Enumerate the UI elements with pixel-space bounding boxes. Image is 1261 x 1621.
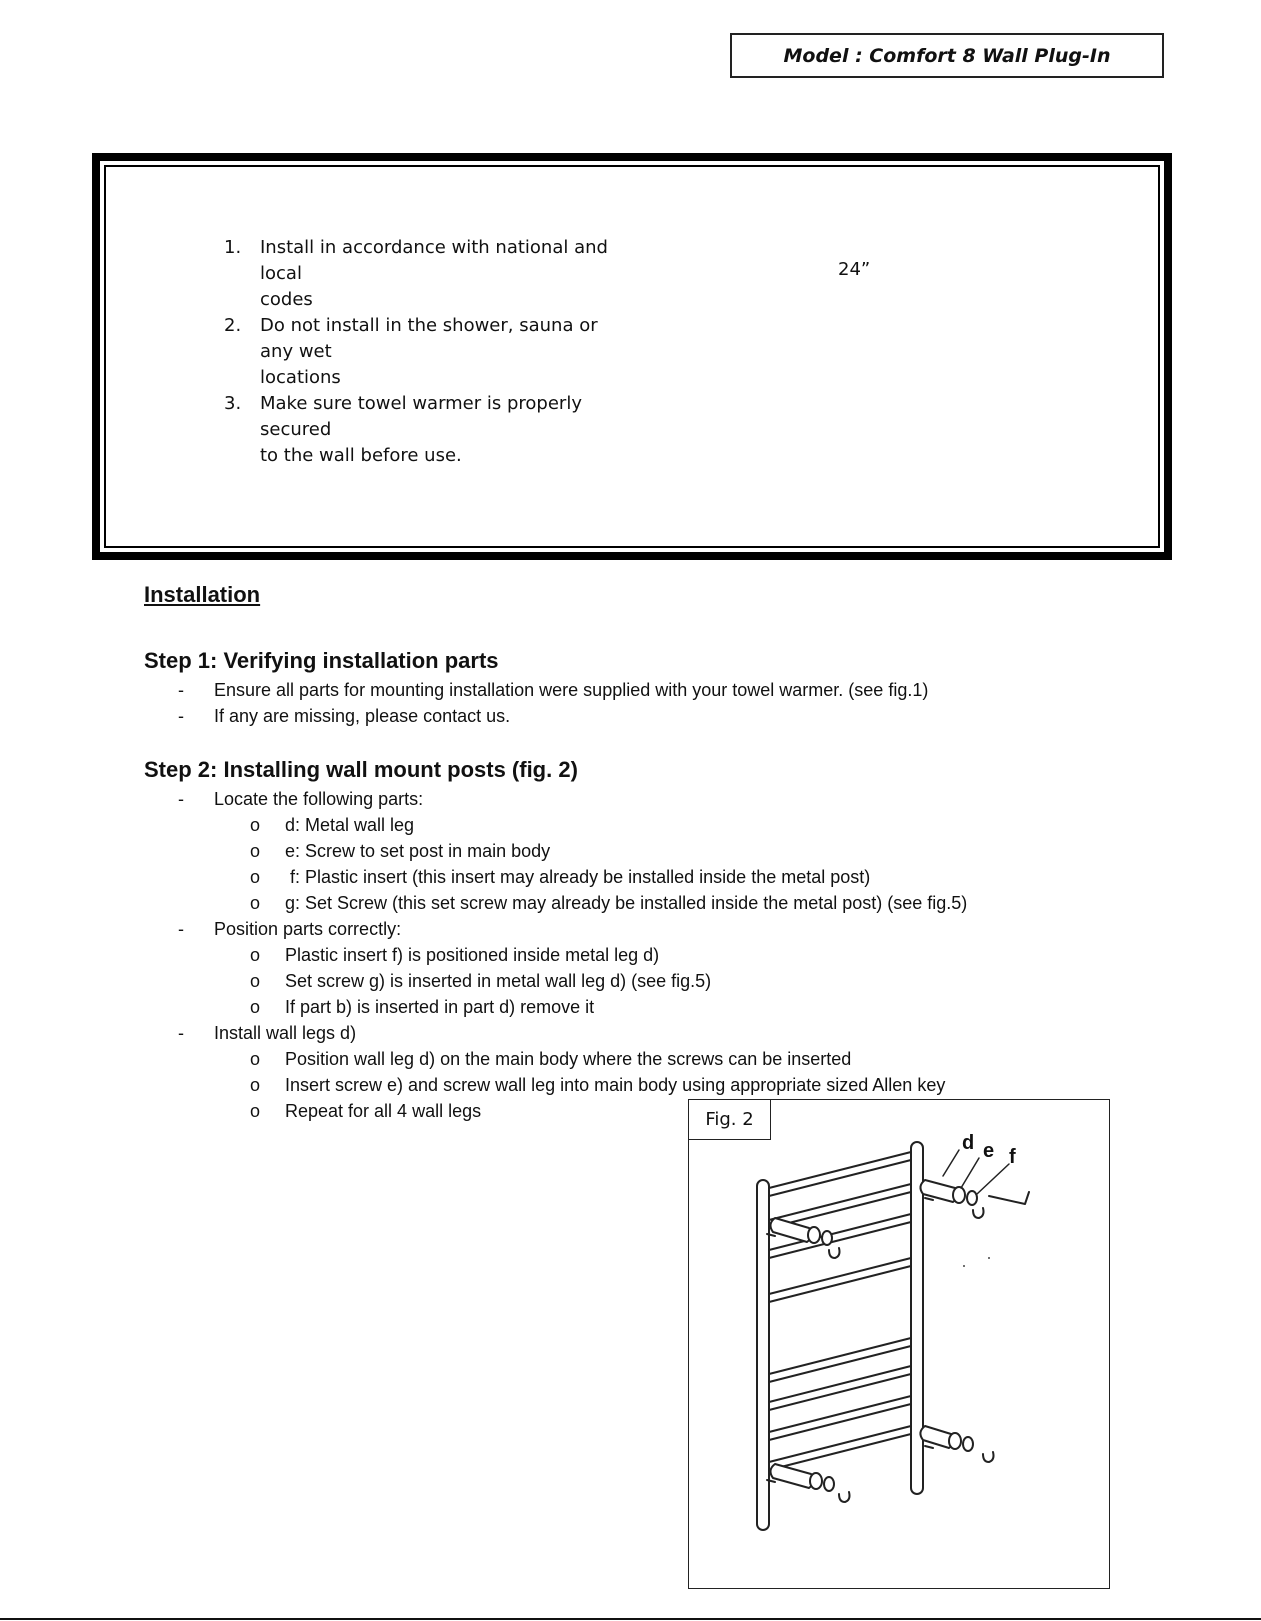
towel-warmer-diagram bbox=[689, 1100, 1111, 1590]
circle-bullet: o bbox=[250, 1049, 261, 1069]
figure-2-frame bbox=[688, 1099, 1110, 1589]
circle-bullet: o bbox=[250, 815, 261, 835]
circle-bullet: o bbox=[250, 841, 261, 861]
dash-bullet: - bbox=[178, 919, 184, 939]
step2-subitem: Repeat for all 4 wall legs bbox=[285, 1101, 482, 1121]
step2-group-label: Install wall legs d) bbox=[214, 1023, 357, 1043]
step2-subitem: Position wall leg d) on the main body where the screws can be inserted bbox=[285, 1049, 852, 1069]
circle-bullet: o bbox=[250, 997, 261, 1017]
step2-subitem: f: Plastic insert (this insert may already be installed inside the metal post) bbox=[285, 867, 871, 887]
warning-text-line1: Make sure towel warmer is properly secured bbox=[260, 393, 582, 440]
installation-heading: Installation bbox=[144, 582, 261, 607]
step1-heading: Step 1: Verifying installation parts bbox=[144, 648, 499, 673]
callout-d: d bbox=[962, 1132, 975, 1154]
model-title-box bbox=[730, 33, 1164, 78]
step2-subitem: d: Metal wall leg bbox=[285, 815, 415, 835]
dash-bullet: - bbox=[178, 789, 184, 809]
circle-bullet: o bbox=[250, 971, 261, 991]
step2-group-label: Locate the following parts: bbox=[214, 789, 424, 809]
circle-bullet: o bbox=[250, 867, 261, 887]
step1-item: If any are missing, please contact us. bbox=[214, 706, 511, 726]
callout-f: f bbox=[1009, 1146, 1016, 1168]
step2-subitem: If part b) is inserted in part d) remove it bbox=[285, 997, 595, 1017]
dash-bullet: - bbox=[178, 680, 184, 700]
circle-bullet: o bbox=[250, 1101, 261, 1121]
step1-item: Ensure all parts for mounting installation were supplied with your towel warmer. (see fig.1) bbox=[214, 680, 929, 700]
step2-subitem: e: Screw to set post in main body bbox=[285, 841, 551, 861]
warning-text-line1: Install in accordance with national and local bbox=[260, 237, 608, 284]
warning-text-line2: codes bbox=[260, 289, 313, 310]
warning-text-line1: Do not install in the shower, sauna or any wet bbox=[260, 315, 598, 362]
bottom-rule bbox=[0, 1618, 1261, 1620]
step2-heading: Step 2: Installing wall mount posts (fig. 2) bbox=[144, 757, 578, 782]
warning-number: 3. bbox=[224, 393, 242, 414]
model-title: Model : Comfort 8 Wall Plug-In bbox=[783, 44, 1111, 67]
warning-box bbox=[92, 153, 1172, 560]
dimension-label: 24” bbox=[838, 259, 871, 280]
warning-list bbox=[166, 235, 636, 469]
warning-item bbox=[166, 391, 636, 469]
circle-bullet: o bbox=[250, 1075, 261, 1095]
callout-e: e bbox=[983, 1140, 995, 1162]
warning-item bbox=[166, 235, 636, 313]
dash-bullet: - bbox=[178, 706, 184, 726]
warning-item bbox=[166, 313, 636, 391]
figure-label: Fig. 2 bbox=[689, 1100, 771, 1140]
step2-subitem: Insert screw e) and screw wall leg into main body using appropriate sized Allen key bbox=[285, 1075, 946, 1095]
step2-subitem: Set screw g) is inserted in metal wall leg d) (see fig.5) bbox=[285, 971, 712, 991]
warning-number: 1. bbox=[224, 237, 242, 258]
warning-number: 2. bbox=[224, 315, 242, 336]
step2-subitem: g: Set Screw (this set screw may already be installed inside the metal post) (see fig.5) bbox=[285, 893, 968, 913]
warning-box-inner bbox=[104, 165, 1160, 548]
circle-bullet: o bbox=[250, 893, 261, 913]
warning-text-line2: locations bbox=[260, 367, 341, 388]
circle-bullet: o bbox=[250, 945, 261, 965]
step2-subitem: Plastic insert f) is positioned inside metal leg d) bbox=[285, 945, 660, 965]
dash-bullet: - bbox=[178, 1023, 184, 1043]
warning-text-line2: to the wall before use. bbox=[260, 445, 462, 466]
step2-group-label: Position parts correctly: bbox=[214, 919, 402, 939]
